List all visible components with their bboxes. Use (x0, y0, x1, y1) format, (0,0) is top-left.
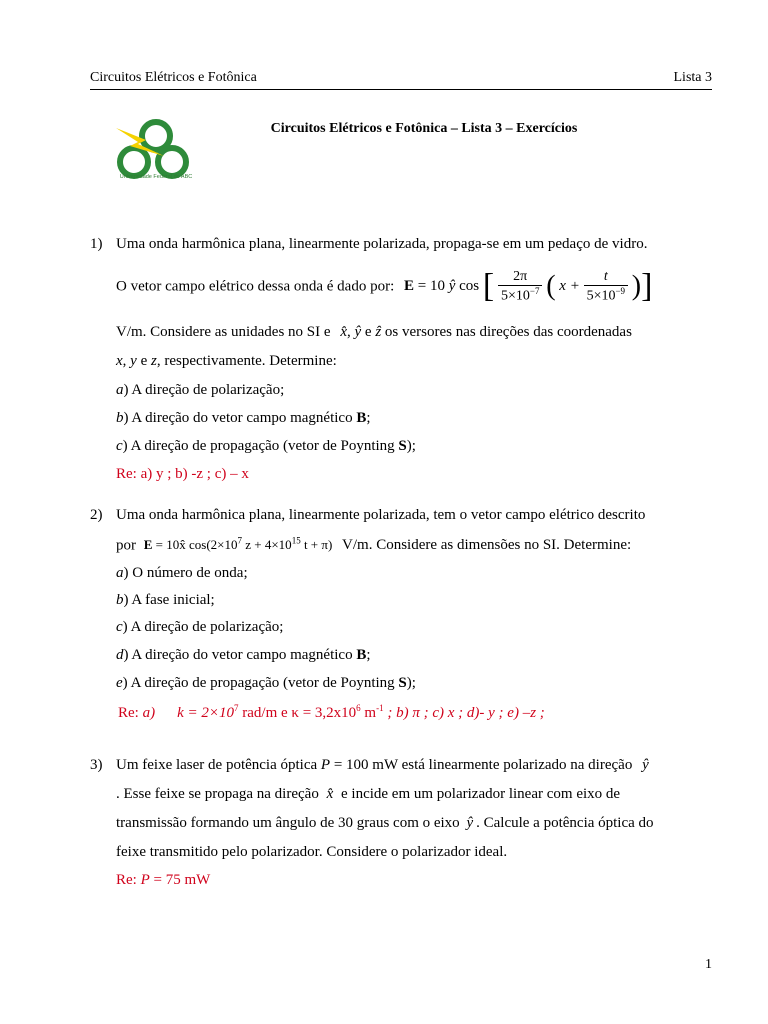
q2-item-e: e) A direção de propagação (vetor de Poynting S); (116, 675, 416, 691)
eq-x: x + (559, 278, 580, 295)
q1-number: 1) (90, 236, 103, 252)
q1-equation (403, 268, 653, 305)
q3-line2: . Esse feixe se propaga na direção x̂ e incide em um polarizador linear com eixo de (116, 786, 621, 802)
eq-bracket-open: [ (482, 268, 495, 305)
q2-item-c: c) A direção de polarização; (116, 619, 284, 635)
q3-number: 3) (90, 757, 103, 773)
q1-line4: x, y e z, respectivamente. Determine: (116, 353, 337, 369)
q2-line1: Uma onda harmônica plana, linearmente polarizada, tem o vetor campo elétrico descrito (116, 507, 646, 523)
q3-line4: feixe transmitido pelo polarizador. Considere o polarizador ideal. (116, 844, 508, 860)
eq-equals: = 10 (414, 278, 449, 295)
q1-item-c: c) A direção de propagação (vetor de Poynting S); (116, 438, 416, 454)
q1-item-b: b) A direção do vetor campo magnético B; (116, 410, 371, 426)
q2-number: 2) (90, 507, 103, 523)
q3-answer: Re: P = 75 mW (116, 872, 211, 888)
q1-answer: Re: a) y ; b) -z ; c) – x (116, 466, 249, 482)
logo-ring-left (120, 148, 148, 176)
q1-line1: Uma onda harmônica plana, linearmente polarizada, propaga-se em um pedaço de vidro. (116, 236, 648, 252)
q1-line3: V/m. Considere as unidades no SI e x̂, ŷ e ẑ os versores nas direções das coordenadas (116, 324, 632, 340)
eq-frac1: $\frac{2\pi}{5\times 10^{-7}}$ (498, 269, 542, 305)
eq-E: E (403, 278, 414, 295)
q2-answer: Re: a) $k = 2\times 10^7$ rad/m e $\kappa = 3,2x10^6$ $m^{-1}$ ; b) π ; c) x ; d)- y ; e) –z ; (118, 703, 545, 721)
eq-paren-open: ( (546, 271, 556, 302)
logo-caption: Universidade Federal do ABC (119, 174, 193, 180)
eq-yhat: ŷ (448, 278, 456, 295)
q2-item-d: d) A direção do vetor campo magnético B; (116, 647, 371, 663)
q2-item-a: a) O número de onda; (116, 565, 248, 581)
q3-line1: Um feixe laser de potência óptica P = 100 mW está linearmente polarizado na direção ŷ (116, 757, 649, 773)
eq-frac2: $\frac{t}{5\times 10^{-9}}$ (584, 269, 628, 305)
eq-bracket-close: ] (641, 268, 653, 305)
xhat: x̂ (340, 324, 347, 340)
yhat: ŷ (354, 324, 362, 340)
header-right: Lista 3 (673, 70, 712, 85)
q2-equation: E = 10x̂ $\cos(2\times 10^7$ $z + 4\times 10^{15}$ t + π) (143, 536, 333, 553)
header-left: Circuitos Elétricos e Fotônica (90, 70, 257, 85)
logo-ring-right (158, 148, 186, 176)
q2-item-b: b) A fase inicial; (116, 592, 215, 608)
q3-line3: transmissão formando um ângulo de 30 graus com o eixo ŷ . Calcule a potência óptica do (116, 815, 654, 831)
page-title: Circuitos Elétricos e Fotônica – Lista 3 – Exercícios (270, 121, 578, 136)
header-rule (90, 89, 712, 90)
q1-line2 (116, 268, 652, 306)
q1-line2-text: O vetor campo elétrico dessa onda é dado por: (116, 278, 395, 295)
page-number: 1 (705, 957, 712, 972)
zhat: ẑ (375, 324, 382, 340)
q1-item-a: a) A direção de polarização; (116, 382, 285, 398)
eq-paren-close: ) (631, 271, 642, 302)
q2-line2: por E = 10x̂ $\cos(2\times 10^7$ $z + 4\times 10^{15}$ t + π) V/m. Considere as dimensões no SI. Determine: (116, 536, 632, 554)
eq-cos: cos (455, 278, 480, 295)
